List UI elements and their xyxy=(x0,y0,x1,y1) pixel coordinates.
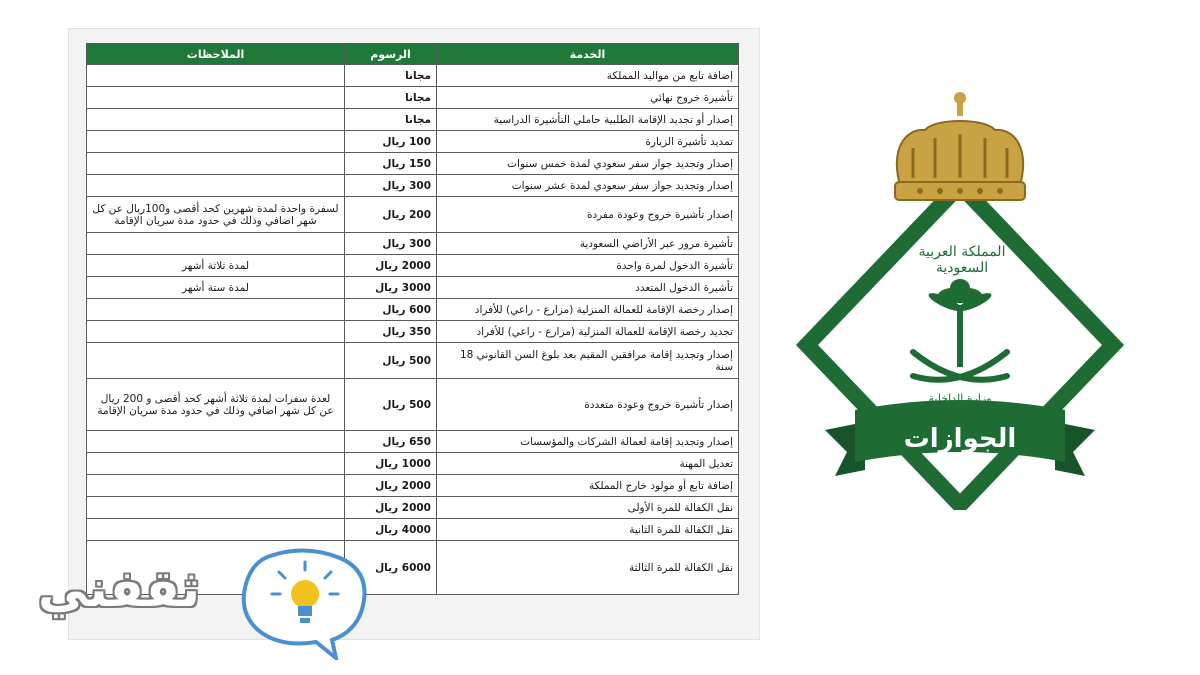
table-row xyxy=(87,153,739,175)
service-cell: نقل الكفالة للمرة الثالثة xyxy=(437,541,739,595)
emblem-banner-title: الجوازات xyxy=(903,424,1017,454)
notes-cell xyxy=(87,453,345,475)
table-header-row xyxy=(87,44,739,65)
fee-cell: مجانا xyxy=(345,109,437,131)
fee-cell: 2000 ريال xyxy=(345,497,437,519)
notes-cell: لعدة سفرات لمدة ثلاثة أشهر كحد أقصى و 200 ريال عن كل شهر اضافي وذلك في حدود مدة سريان الإقامة xyxy=(87,379,345,431)
notes-cell: لسفرة واحدة لمدة شهرين كحد أقصى و100ريال عن كل شهر اضافي وذلك في حدود مدة سريان الإقامة xyxy=(87,197,345,233)
palm-tree-icon xyxy=(927,279,994,367)
fee-cell: 300 ريال xyxy=(345,175,437,197)
service-cell: إضافة تابع أو مولود خارج المملكة xyxy=(437,475,739,497)
notes-cell xyxy=(87,233,345,255)
header-service: الخدمة xyxy=(437,44,739,65)
emblem-ministry-text: وزارة الداخلية xyxy=(928,392,992,405)
emblem-kingdom-text: المملكة العربية السعودية xyxy=(918,244,1006,276)
table-row xyxy=(87,197,739,233)
notes-cell xyxy=(87,321,345,343)
service-cell: تجديد رخصة الإقامة للعمالة المنزلية (مزارع - راعي) للأفراد xyxy=(437,321,739,343)
fee-cell: 6000 ريال xyxy=(345,541,437,595)
fee-cell: 200 ريال xyxy=(345,197,437,233)
fee-cell: 2000 ريال xyxy=(345,255,437,277)
service-cell: إصدار أو تجديد الإقامة الطلبية حاملي التأشيرة الدراسية xyxy=(437,109,739,131)
table-row xyxy=(87,379,739,431)
fee-cell: 600 ريال xyxy=(345,299,437,321)
notes-cell xyxy=(87,431,345,453)
table-row xyxy=(87,497,739,519)
service-cell: تعديل المهنة xyxy=(437,453,739,475)
notes-cell xyxy=(87,87,345,109)
fee-cell: 4000 ريال xyxy=(345,519,437,541)
table-row xyxy=(87,475,739,497)
fee-cell: 500 ريال xyxy=(345,343,437,379)
table-row xyxy=(87,87,739,109)
table-row xyxy=(87,519,739,541)
crown-icon xyxy=(895,92,1025,200)
notes-cell xyxy=(87,153,345,175)
fee-cell: 1000 ريال xyxy=(345,453,437,475)
service-cell: إصدار وتجديد جواز سفر سعودي لمدة عشر سنوات xyxy=(437,175,739,197)
service-cell: تأشيرة الدخول لمرة واحدة xyxy=(437,255,739,277)
notes-cell xyxy=(87,519,345,541)
watermark-brand-text: ثقفني xyxy=(38,560,200,618)
notes-cell xyxy=(87,299,345,321)
service-cell: إصدار رخصة الإقامة للعمالة المنزلية (مزارع - راعي) للأفراد xyxy=(437,299,739,321)
fee-cell: 150 ريال xyxy=(345,153,437,175)
notes-cell xyxy=(87,109,345,131)
table-row xyxy=(87,131,739,153)
service-cell: تأشيرة خروج نهائي xyxy=(437,87,739,109)
service-cell: تأشيرة مرور عبر الأراضي السعودية xyxy=(437,233,739,255)
speech-bubble-logo xyxy=(240,548,370,660)
table-row xyxy=(87,299,739,321)
fee-cell: 3000 ريال xyxy=(345,277,437,299)
service-cell: تأشيرة الدخول المتعدد xyxy=(437,277,739,299)
fee-cell: 500 ريال xyxy=(345,379,437,431)
service-cell: إصدار تأشيرة خروج وعودة متعددة xyxy=(437,379,739,431)
fees-table xyxy=(86,43,739,595)
service-cell: نقل الكفالة للمرة الثانية xyxy=(437,519,739,541)
table-row xyxy=(87,321,739,343)
notes-cell: لمدة ثلاثة أشهر xyxy=(87,255,345,277)
table-row xyxy=(87,255,739,277)
header-notes: الملاحظات xyxy=(87,44,345,65)
service-cell: إصدار وتجديد جواز سفر سعودي لمدة خمس سنوات xyxy=(437,153,739,175)
fee-cell: 2000 ريال xyxy=(345,475,437,497)
fee-cell: 100 ريال xyxy=(345,131,437,153)
header-fee: الرسوم xyxy=(345,44,437,65)
table-row xyxy=(87,175,739,197)
notes-cell xyxy=(87,65,345,87)
service-cell: إصدار وتجديد إقامة مرافقين المقيم بعد بلوغ السن القانوني 18 سنة xyxy=(437,343,739,379)
service-cell: إصدار تأشيرة خروج وعودة مفردة xyxy=(437,197,739,233)
table-row xyxy=(87,343,739,379)
table-row xyxy=(87,431,739,453)
service-cell: تمديد تأشيرة الزيارة xyxy=(437,131,739,153)
notes-cell: لمدة ستة أشهر xyxy=(87,277,345,299)
notes-cell xyxy=(87,131,345,153)
table-row xyxy=(87,233,739,255)
table-row xyxy=(87,65,739,87)
table-row xyxy=(87,277,739,299)
notes-cell xyxy=(87,343,345,379)
table-row xyxy=(87,109,739,131)
fee-cell: مجانا xyxy=(345,87,437,109)
notes-cell xyxy=(87,497,345,519)
service-cell: نقل الكفالة للمرة الأولى xyxy=(437,497,739,519)
fee-cell: 300 ريال xyxy=(345,233,437,255)
fee-cell: 650 ريال xyxy=(345,431,437,453)
fee-cell: 350 ريال xyxy=(345,321,437,343)
notes-cell xyxy=(87,175,345,197)
service-cell: إصدار وتجديد إقامة لعمالة الشركات والمؤسسات xyxy=(437,431,739,453)
notes-cell xyxy=(87,475,345,497)
fee-cell: مجانا xyxy=(345,65,437,87)
table-row xyxy=(87,453,739,475)
service-cell: إضافة تابع من مواليد المملكة xyxy=(437,65,739,87)
